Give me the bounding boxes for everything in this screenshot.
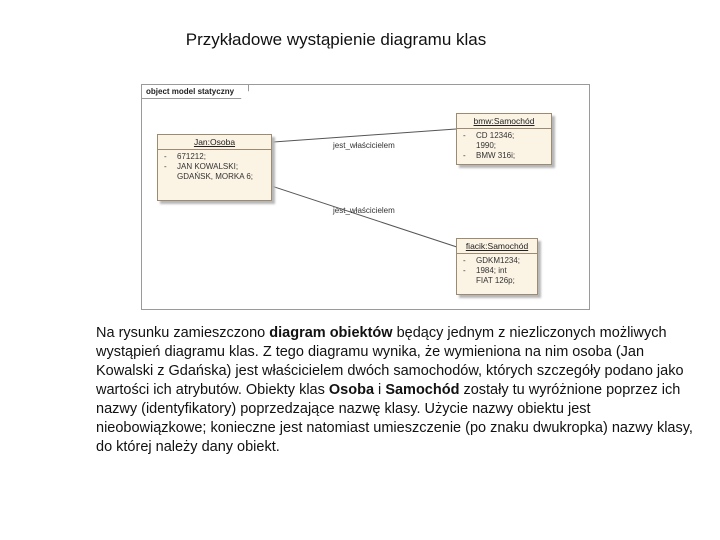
attribute-value: BMW 316i; (476, 151, 516, 160)
description-bold-term: Samochód (385, 382, 460, 398)
description-text: i (374, 382, 386, 398)
description-text: będący jednym z niezliczonych możliwych wystąpień diagramu klas. Z tego diagramu wynika, że wymieniona na nim osoba (Jan Kowalski z Gdańska) jest właścicielem dwóch samochodów, których szczegóły podano jako wartości ich atrybutów. Obiekty klas (96, 325, 684, 398)
object-fiacik-samochod[interactable] (456, 238, 538, 295)
diagram-frame (141, 84, 590, 310)
attribute-value: CD 12346; (476, 131, 515, 140)
slide-title: Przykładowe wystąpienie diagramu klas (185, 30, 487, 49)
attribute-row (164, 172, 269, 182)
attribute-value: 1984; int (476, 266, 507, 275)
attribute-row (463, 276, 535, 286)
attribute-value: GDAŃSK, MORKA 6; (177, 172, 254, 181)
attribute-value: JAN KOWALSKI; (177, 162, 239, 171)
attribute-row: - JAN KOWALSKI; (164, 162, 239, 171)
description-text: Na rysunku zamieszczono (96, 325, 270, 341)
link-label-bottom: jest_właścicielem (333, 206, 395, 215)
link-label-top: jest_właścicielem (333, 141, 395, 150)
attribute-row: - 671212; (164, 152, 206, 161)
object-fiacik-header: fiacik:Samochód (457, 239, 537, 254)
object-bmw-samochod[interactable] (456, 113, 552, 165)
attribute-value: 671212; (177, 152, 206, 161)
attribute-row: - 1984; int (463, 266, 507, 275)
frame-label: object model statyczny (142, 85, 249, 99)
description-text: zostały tu wyróżnione poprzez ich nazwy (identyfikatory) poprzedzające nazwę klasy. Użycie nazwy obiektu jest nieobowiązkowe; konieczne jest natomiast umieszczenie (po znaku dwukropka) nazwy klasy, do której należy dany obiekt. (96, 382, 693, 455)
attribute-row: - BMW 316i; (463, 151, 516, 160)
object-jan-osoba[interactable] (157, 134, 272, 201)
description-paragraph (96, 324, 696, 457)
object-jan-header: Jan:Osoba (158, 135, 271, 150)
description-bold-term: diagram obiektów (269, 325, 393, 341)
description-bold-term: Osoba (328, 382, 375, 398)
attribute-value: 1990; (476, 141, 497, 150)
attribute-row (463, 141, 549, 151)
attribute-row: - GDKM1234; (463, 256, 521, 265)
attribute-value: GDKM1234; (476, 256, 521, 265)
attribute-row: - CD 12346; (463, 131, 515, 140)
object-bmw-header: bmw:Samochód (457, 114, 551, 129)
attribute-value: FIAT 126p; (476, 276, 515, 285)
